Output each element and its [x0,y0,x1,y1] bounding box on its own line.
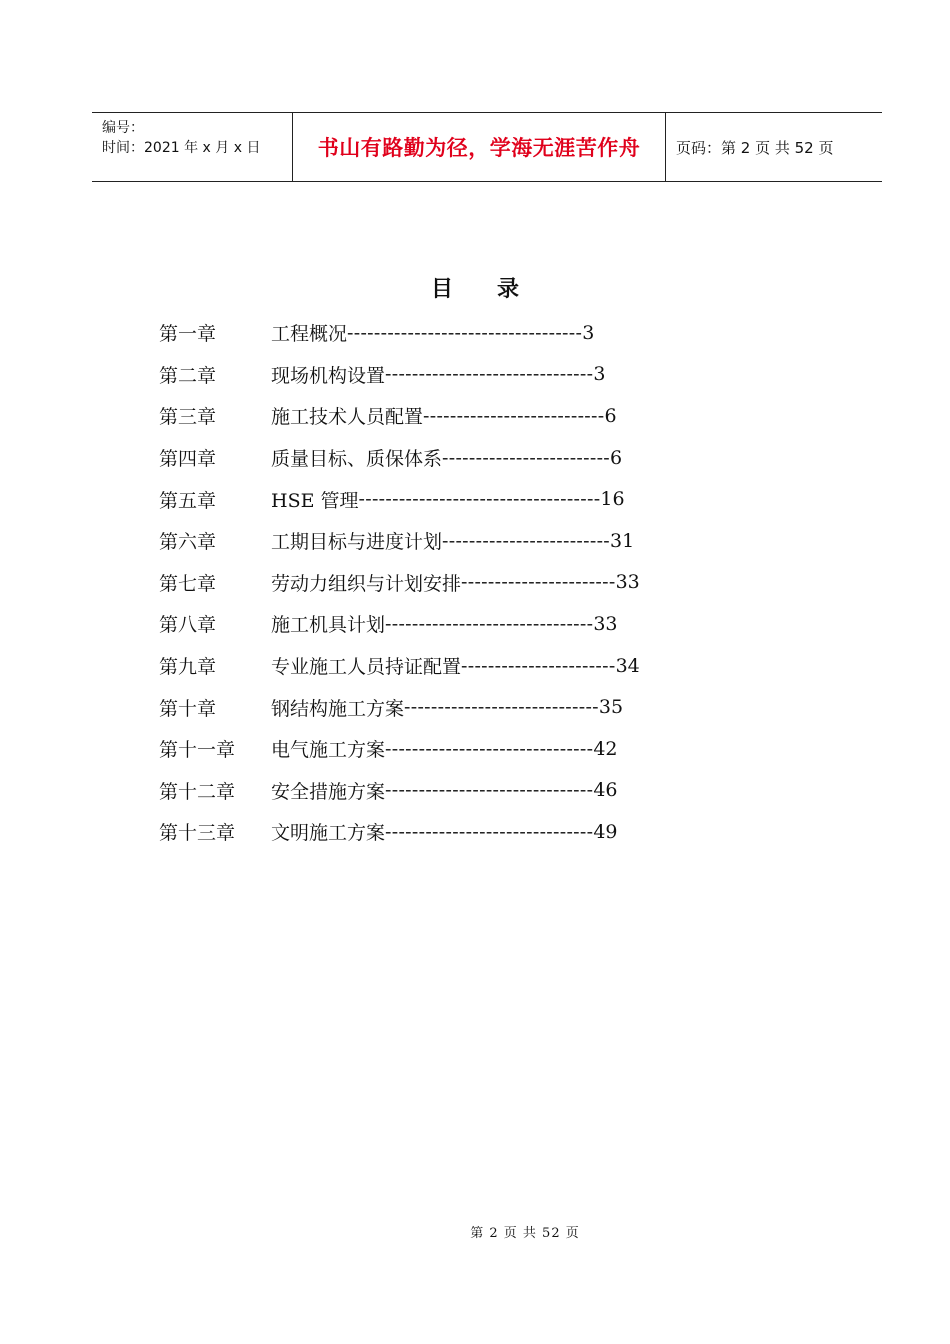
toc-page-number: 31 [610,529,635,552]
toc-entry[interactable] [159,562,799,604]
toc-chapter-number: 第八章 [159,614,217,637]
toc-chapter-title: HSE 管理 [271,489,359,512]
toc-entry[interactable] [159,686,799,728]
toc-chapter-number: 第七章 [159,572,217,595]
toc-page-number: 3 [582,321,595,344]
toc-leader: ------------------------------- [385,820,594,843]
toc-chapter-title: 施工机具计划 [271,614,386,637]
toc-chapter-number: 第五章 [159,489,217,512]
toc-heading-part2: 录 [497,277,520,302]
toc-heading [0,272,950,303]
toc-chapter-title: 钢结构施工方案 [271,697,405,720]
toc-chapter-number: 第十章 [159,697,217,720]
toc-page-number: 16 [600,488,625,511]
toc-chapter-number: 第十一章 [159,739,236,762]
toc-leader: ------------------------- [442,446,611,469]
toc-chapter-title: 现场机构设置 [271,364,386,387]
toc-chapter-title: 质量目标、质保体系 [271,448,443,471]
toc-chapter-title: 工期目标与进度计划 [271,531,443,554]
toc-entry[interactable] [159,354,799,396]
toc-page-number: 35 [598,696,624,719]
toc-leader: ------------------------------- [385,363,594,386]
toc-entry[interactable] [159,603,799,645]
toc-page-number: 33 [593,612,618,635]
toc-entry[interactable] [159,520,799,562]
toc-chapter-number: 第一章 [159,323,217,346]
toc-entry[interactable] [159,645,799,687]
header-page-label: 页码：第 2 页 共 52 页 [676,138,834,157]
toc-page-number: 33 [615,571,640,594]
toc-entry[interactable] [159,312,799,354]
toc-leader: ------------------------------------ [358,488,601,511]
toc-page-number: 6 [604,404,617,427]
toc-chapter-title: 电气施工方案 [271,739,386,762]
header-page-cell [666,113,882,181]
toc-leader: ----------------------------- [404,696,599,719]
toc-entry[interactable] [159,437,799,479]
toc-page-number: 6 [610,446,623,469]
toc-entry[interactable] [159,478,799,520]
toc-chapter-number: 第十二章 [159,780,236,803]
toc-leader: ----------------------------------- [347,321,583,344]
toc-chapter-title: 文明施工方案 [271,822,386,845]
header-motto: 书山有路勤为径，学海无涯苦作舟 [317,136,641,160]
toc-leader: ----------------------- [461,571,616,594]
toc-leader: ----------------------- [461,654,616,677]
document-header [92,112,882,182]
toc-page-number: 49 [593,820,618,843]
toc-entry[interactable] [159,395,799,437]
toc-chapter-title: 施工技术人员配置 [271,406,424,429]
toc-leader: ------------------------------- [385,779,594,802]
footer-page-number: 第 2 页 共 52 页 [470,1226,580,1241]
toc-page-number: 34 [615,654,640,677]
toc-chapter-title: 安全措施方案 [271,780,386,803]
toc-leader: ------------------------- [442,529,611,552]
header-meta-cell [92,113,293,181]
toc-chapter-number: 第三章 [159,406,217,429]
toc-leader: --------------------------- [423,404,605,427]
page-footer [0,1222,950,1241]
toc-entry[interactable] [159,811,799,853]
header-motto-cell [293,113,666,181]
toc-chapter-title: 专业施工人员持证配置 [271,656,462,679]
toc-chapter-number: 第十三章 [159,822,236,845]
toc-heading-part1: 目 [430,277,453,302]
toc-chapter-title: 劳动力组织与计划安排 [271,572,462,595]
document-date-label: 时间：2021 年 x 月 x 日 [102,140,261,156]
toc-page-number: 46 [593,779,618,802]
toc-page-number: 42 [593,737,618,760]
toc-chapter-number: 第九章 [159,656,217,679]
toc-leader: ------------------------------- [385,612,594,635]
toc-chapter-number: 第六章 [159,531,217,554]
toc-chapter-number: 第二章 [159,364,217,387]
toc-page-number: 3 [593,363,606,386]
table-of-contents [159,312,799,853]
document-number-label: 编号： [102,120,144,136]
toc-entry[interactable] [159,770,799,812]
toc-chapter-title: 工程概况 [271,323,348,346]
toc-chapter-number: 第四章 [159,448,217,471]
toc-entry[interactable] [159,728,799,770]
toc-leader: ------------------------------- [385,737,594,760]
